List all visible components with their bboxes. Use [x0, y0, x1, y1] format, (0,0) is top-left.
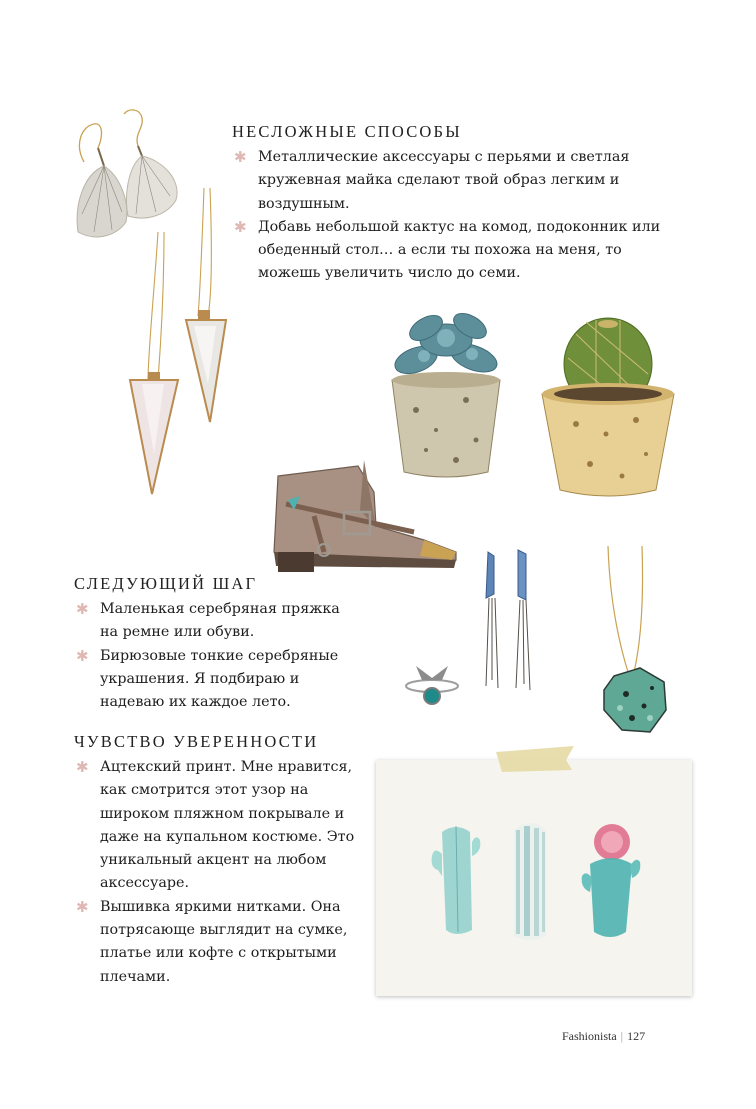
star-bullet-icon: ✱: [76, 600, 89, 618]
section-confidence: [74, 732, 374, 989]
page-number: 127: [627, 1029, 646, 1043]
list-item: [232, 216, 670, 286]
ankle-boot-image: [264, 456, 466, 574]
section-heading: НЕСЛОЖНЫЕ СПОСОБЫ: [232, 122, 462, 141]
section-easy-ways: [232, 122, 672, 286]
list-item-text: Добавь небольшой кактус на комод, подоконник или обеденный стол… а если ты похожа на меня, то можешь увеличить число до семи.: [258, 218, 661, 282]
star-bullet-icon: ✱: [234, 217, 247, 236]
star-bullet-icon: ✱: [76, 758, 89, 776]
bullet-list: [74, 598, 374, 714]
list-item: [74, 598, 350, 645]
list-item-text: Вышивка яркими нитками. Она потрясающе выглядит на сумке, платье или кофте с открытыми плечами.: [100, 898, 348, 985]
bullet-list: [232, 146, 672, 286]
section-heading: ЧУВСТВО УВЕРЕННОСТИ: [74, 732, 319, 751]
section-next-step: [74, 574, 374, 714]
crystal-pendant-necklaces-image: [124, 184, 234, 500]
book-title: Fashionista: [562, 1029, 617, 1043]
star-bullet-icon: ✱: [76, 897, 89, 916]
star-bullet-icon: ✱: [234, 148, 247, 166]
page-footer: [562, 1029, 645, 1044]
list-item: [74, 896, 360, 989]
washi-tape-image: [494, 744, 576, 774]
list-item-text: Ацтекский принт. Мне нравится, как смотрится этот узор на широком пляжном покрывале и даже на купальном костюме. Это уникальный акцент на любом аксессуаре.: [100, 759, 355, 892]
bullet-list: [74, 756, 374, 989]
list-item-text: Маленькая серебряная пряжка на ремне или обуви.: [100, 601, 340, 641]
tassel-earrings-image: [478, 546, 542, 696]
star-bullet-icon: ✱: [76, 646, 89, 665]
watercolor-cacti-illustration: [376, 760, 692, 996]
turquoise-stone-necklace-image: [592, 546, 674, 734]
cactus-pot-image: [536, 314, 682, 500]
footer-separator: |: [620, 1029, 624, 1043]
list-item: [232, 146, 642, 216]
section-heading: СЛЕДУЮЩИЙ ШАГ: [74, 574, 258, 593]
watercolor-cactus-print: [376, 760, 692, 996]
list-item: [74, 645, 350, 715]
list-item-text: Металлические аксессуары с перьями и светлая кружевная майка сделают твой образ легким и воздушным.: [258, 149, 630, 212]
list-item-text: Бирюзовые тонкие серебряные украшения. Я подбираю и надеваю их каждое лето.: [100, 647, 339, 711]
turquoise-ring-image: [402, 660, 464, 710]
list-item: [74, 756, 366, 896]
